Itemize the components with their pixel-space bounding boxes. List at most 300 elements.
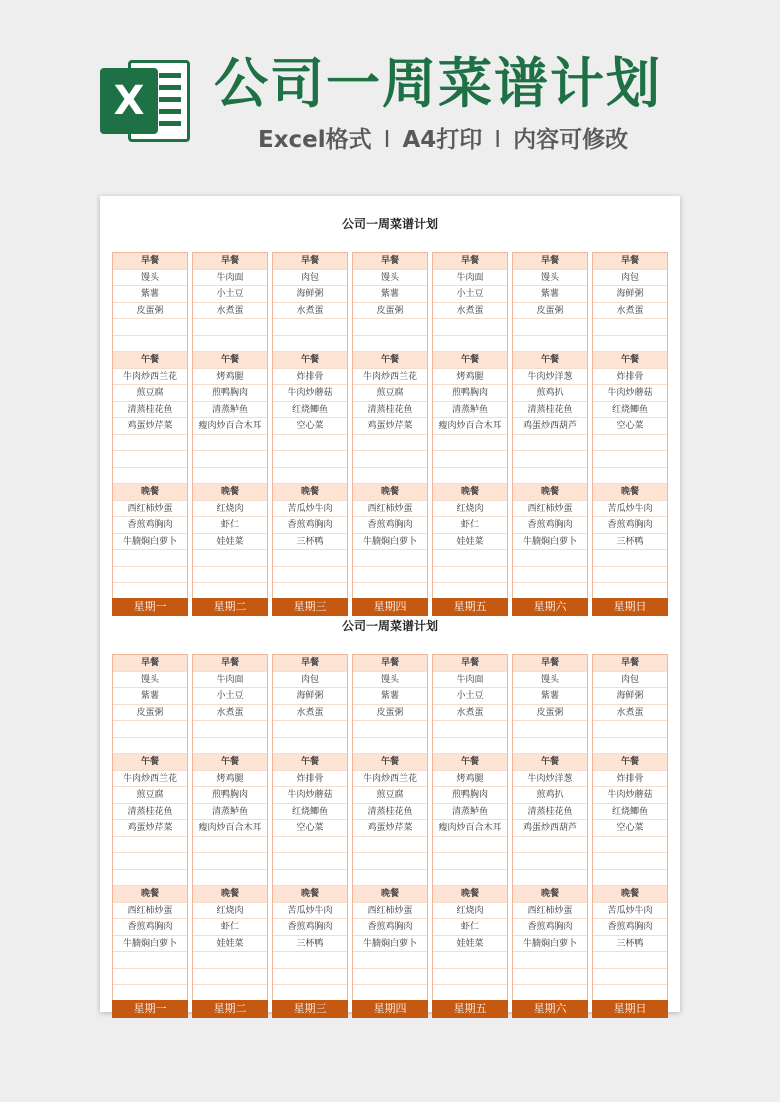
meal-header: 晚餐	[433, 484, 507, 501]
weekday-label: 星期一	[112, 598, 188, 616]
empty-row	[433, 451, 507, 468]
dish-item: 水煮蛋	[593, 705, 667, 722]
empty-row	[513, 952, 587, 969]
dish-item: 水煮蛋	[593, 303, 667, 320]
dish-item: 水煮蛋	[433, 303, 507, 320]
dish-item: 海鲜粥	[273, 286, 347, 303]
empty-row	[113, 336, 187, 353]
dish-item: 红烧鲫鱼	[273, 804, 347, 821]
dish-item: 馒头	[513, 270, 587, 287]
day-column	[432, 654, 508, 1018]
meal-header: 晚餐	[353, 484, 427, 501]
dish-item: 鸡蛋炒西葫芦	[513, 820, 587, 837]
dish-item: 水煮蛋	[193, 303, 267, 320]
meal-header: 晚餐	[593, 484, 667, 501]
dish-item: 清蒸鲈鱼	[193, 402, 267, 419]
dish-item: 香煎鸡胸肉	[273, 517, 347, 534]
day-column	[112, 252, 188, 616]
dish-item: 虾仁	[433, 517, 507, 534]
empty-row	[513, 336, 587, 353]
empty-row	[113, 870, 187, 887]
empty-row	[273, 853, 347, 870]
dish-item: 水煮蛋	[193, 705, 267, 722]
dish-item: 馒头	[113, 672, 187, 689]
dish-item: 肉包	[273, 672, 347, 689]
dish-item: 烤鸡腿	[433, 369, 507, 386]
empty-row	[353, 336, 427, 353]
dish-item: 虾仁	[193, 517, 267, 534]
dish-item: 牛肉炒西兰花	[113, 369, 187, 386]
dish-item: 炸排骨	[593, 771, 667, 788]
meal-header: 午餐	[593, 754, 667, 771]
dish-item: 西红柿炒蛋	[513, 501, 587, 518]
empty-row	[433, 870, 507, 887]
dish-item: 煎豆腐	[353, 787, 427, 804]
empty-row	[433, 969, 507, 986]
dish-item: 香煎鸡胸肉	[113, 517, 187, 534]
empty-row	[273, 336, 347, 353]
empty-row	[433, 837, 507, 854]
empty-row	[353, 319, 427, 336]
dish-item: 海鲜粥	[593, 688, 667, 705]
empty-row	[513, 468, 587, 485]
meal-header: 午餐	[273, 754, 347, 771]
weekday-label: 星期五	[432, 1000, 508, 1018]
dish-item: 空心菜	[593, 820, 667, 837]
dish-item: 空心菜	[273, 820, 347, 837]
dish-item: 皮蛋粥	[113, 705, 187, 722]
empty-row	[193, 550, 267, 567]
empty-row	[593, 451, 667, 468]
dish-item: 清蒸桂花鱼	[513, 402, 587, 419]
dish-item: 牛肉面	[193, 672, 267, 689]
empty-row	[513, 837, 587, 854]
dish-item: 牛肉炒蘑菇	[593, 385, 667, 402]
empty-row	[593, 468, 667, 485]
empty-row	[273, 319, 347, 336]
dish-item: 虾仁	[193, 919, 267, 936]
empty-row	[353, 567, 427, 584]
empty-row	[433, 336, 507, 353]
empty-row	[593, 721, 667, 738]
dish-item: 煎豆腐	[113, 385, 187, 402]
empty-row	[273, 738, 347, 755]
dish-item: 牛腩焖白萝卜	[353, 936, 427, 953]
meal-header: 午餐	[593, 352, 667, 369]
meal-header: 晚餐	[273, 484, 347, 501]
meal-header: 晚餐	[353, 886, 427, 903]
meal-header: 早餐	[593, 655, 667, 672]
empty-row	[353, 550, 427, 567]
empty-row	[593, 969, 667, 986]
empty-row	[353, 435, 427, 452]
meal-header: 早餐	[353, 655, 427, 672]
dish-item: 苦瓜炒牛肉	[273, 501, 347, 518]
meal-header: 早餐	[273, 253, 347, 270]
dish-item: 香煎鸡胸肉	[113, 919, 187, 936]
dish-item: 紫薯	[113, 688, 187, 705]
dish-item: 香煎鸡胸肉	[273, 919, 347, 936]
page-title: 公司一周菜谱计划	[214, 52, 662, 115]
dish-item: 鸡蛋炒芹菜	[113, 820, 187, 837]
dish-item: 红烧鲫鱼	[593, 402, 667, 419]
dish-item: 娃娃菜	[193, 534, 267, 551]
dish-item: 煎鸭胸肉	[433, 787, 507, 804]
empty-row	[113, 468, 187, 485]
dish-item: 香煎鸡胸肉	[593, 919, 667, 936]
empty-row	[513, 451, 587, 468]
empty-row	[433, 853, 507, 870]
day-column	[592, 252, 668, 616]
dish-item: 牛肉炒蘑菇	[593, 787, 667, 804]
dish-item: 鸡蛋炒芹菜	[353, 418, 427, 435]
meal-header: 午餐	[433, 754, 507, 771]
dish-item: 紫薯	[513, 286, 587, 303]
empty-row	[113, 319, 187, 336]
empty-row	[193, 567, 267, 584]
empty-row	[593, 435, 667, 452]
empty-row	[353, 969, 427, 986]
meal-header: 早餐	[513, 655, 587, 672]
empty-row	[193, 952, 267, 969]
empty-row	[193, 435, 267, 452]
weekday-label: 星期六	[512, 598, 588, 616]
dish-item: 牛腩焖白萝卜	[113, 534, 187, 551]
day-column	[112, 654, 188, 1018]
weekday-label: 星期日	[592, 598, 668, 616]
empty-row	[593, 870, 667, 887]
dish-item: 清蒸鲈鱼	[433, 804, 507, 821]
dish-item: 清蒸桂花鱼	[513, 804, 587, 821]
meal-header: 午餐	[273, 352, 347, 369]
subtitle-separator: I	[494, 127, 502, 153]
dish-item: 鸡蛋炒西葫芦	[513, 418, 587, 435]
weekday-label: 星期五	[432, 598, 508, 616]
empty-row	[513, 969, 587, 986]
dish-item: 牛肉面	[433, 672, 507, 689]
day-column	[192, 654, 268, 1018]
dish-item: 牛腩焖白萝卜	[353, 534, 427, 551]
weekday-label: 星期三	[272, 1000, 348, 1018]
dish-item: 烤鸡腿	[433, 771, 507, 788]
dish-item: 馒头	[353, 270, 427, 287]
dish-item: 三杯鸭	[593, 534, 667, 551]
empty-row	[433, 952, 507, 969]
empty-row	[113, 969, 187, 986]
dish-item: 牛肉炒西兰花	[353, 369, 427, 386]
empty-row	[273, 567, 347, 584]
empty-row	[513, 721, 587, 738]
dish-item: 煎鸭胸肉	[193, 787, 267, 804]
dish-item: 牛腩焖白萝卜	[113, 936, 187, 953]
dish-item: 牛肉炒洋葱	[513, 771, 587, 788]
empty-row	[513, 870, 587, 887]
dish-item: 煎鸭胸肉	[433, 385, 507, 402]
dish-item: 牛肉炒洋葱	[513, 369, 587, 386]
dish-item: 煎豆腐	[113, 787, 187, 804]
dish-item: 娃娃菜	[193, 936, 267, 953]
meal-header: 早餐	[113, 253, 187, 270]
dish-item: 牛肉面	[193, 270, 267, 287]
dish-item: 水煮蛋	[273, 303, 347, 320]
dish-item: 牛腩焖白萝卜	[513, 534, 587, 551]
empty-row	[433, 435, 507, 452]
dish-item: 煎鸡扒	[513, 385, 587, 402]
dish-item: 紫薯	[513, 688, 587, 705]
meal-header: 午餐	[193, 754, 267, 771]
empty-row	[113, 853, 187, 870]
empty-row	[353, 468, 427, 485]
meal-header: 晚餐	[593, 886, 667, 903]
dish-item: 空心菜	[273, 418, 347, 435]
dish-item: 清蒸桂花鱼	[113, 402, 187, 419]
weekday-label: 星期三	[272, 598, 348, 616]
empty-row	[353, 870, 427, 887]
dish-item: 馒头	[353, 672, 427, 689]
empty-row	[193, 468, 267, 485]
dish-item: 紫薯	[353, 688, 427, 705]
dish-item: 炸排骨	[273, 369, 347, 386]
dish-item: 炸排骨	[273, 771, 347, 788]
meal-header: 早餐	[433, 655, 507, 672]
meal-header: 午餐	[113, 754, 187, 771]
dish-item: 三杯鸭	[273, 534, 347, 551]
empty-row	[513, 435, 587, 452]
day-column	[192, 252, 268, 616]
dish-item: 清蒸桂花鱼	[113, 804, 187, 821]
empty-row	[193, 870, 267, 887]
dish-item: 香煎鸡胸肉	[513, 517, 587, 534]
dish-item: 水煮蛋	[433, 705, 507, 722]
empty-row	[273, 550, 347, 567]
meal-header: 早餐	[193, 655, 267, 672]
dish-item: 苦瓜炒牛肉	[593, 501, 667, 518]
empty-row	[353, 721, 427, 738]
empty-row	[593, 567, 667, 584]
dish-item: 小土豆	[193, 688, 267, 705]
empty-row	[193, 336, 267, 353]
dish-item: 煎鸭胸肉	[193, 385, 267, 402]
dish-item: 清蒸桂花鱼	[353, 804, 427, 821]
empty-row	[593, 319, 667, 336]
day-column	[272, 252, 348, 616]
empty-row	[433, 468, 507, 485]
dish-item: 苦瓜炒牛肉	[593, 903, 667, 920]
dish-item: 西红柿炒蛋	[113, 903, 187, 920]
meal-header: 午餐	[353, 754, 427, 771]
meal-header: 早餐	[513, 253, 587, 270]
empty-row	[273, 468, 347, 485]
dish-item: 香煎鸡胸肉	[353, 517, 427, 534]
meal-header: 午餐	[193, 352, 267, 369]
weekday-label: 星期一	[112, 1000, 188, 1018]
dish-item: 肉包	[593, 270, 667, 287]
dish-item: 清蒸桂花鱼	[353, 402, 427, 419]
dish-item: 烤鸡腿	[193, 369, 267, 386]
dish-item: 肉包	[273, 270, 347, 287]
dish-item: 瘦肉炒百合木耳	[193, 418, 267, 435]
dish-item: 皮蛋粥	[113, 303, 187, 320]
empty-row	[353, 952, 427, 969]
dish-item: 紫薯	[113, 286, 187, 303]
empty-row	[513, 738, 587, 755]
empty-row	[113, 738, 187, 755]
empty-row	[273, 837, 347, 854]
empty-row	[273, 451, 347, 468]
empty-row	[353, 853, 427, 870]
dish-item: 烤鸡腿	[193, 771, 267, 788]
meal-header: 午餐	[513, 754, 587, 771]
dish-item: 三杯鸭	[593, 936, 667, 953]
dish-item: 娃娃菜	[433, 534, 507, 551]
subtitle-format: Excel格式	[258, 127, 372, 153]
weekday-label: 星期二	[192, 1000, 268, 1018]
empty-row	[433, 319, 507, 336]
menu-table-1	[112, 212, 668, 612]
day-column	[352, 654, 428, 1018]
subtitle-separator: I	[383, 127, 391, 153]
empty-row	[593, 336, 667, 353]
empty-row	[113, 952, 187, 969]
dish-item: 牛肉面	[433, 270, 507, 287]
empty-row	[593, 853, 667, 870]
empty-row	[113, 721, 187, 738]
empty-row	[593, 738, 667, 755]
dish-item: 苦瓜炒牛肉	[273, 903, 347, 920]
meal-header: 早餐	[593, 253, 667, 270]
dish-item: 娃娃菜	[433, 936, 507, 953]
dish-item: 西红柿炒蛋	[353, 501, 427, 518]
empty-row	[513, 550, 587, 567]
empty-row	[193, 853, 267, 870]
empty-row	[433, 738, 507, 755]
empty-row	[193, 721, 267, 738]
empty-row	[193, 451, 267, 468]
dish-item: 紫薯	[353, 286, 427, 303]
meal-header: 晚餐	[113, 886, 187, 903]
empty-row	[513, 567, 587, 584]
day-column	[432, 252, 508, 616]
meal-header: 早餐	[113, 655, 187, 672]
dish-item: 皮蛋粥	[353, 705, 427, 722]
dish-item: 清蒸鲈鱼	[433, 402, 507, 419]
dish-item: 红烧肉	[433, 903, 507, 920]
dish-item: 海鲜粥	[273, 688, 347, 705]
meal-header: 早餐	[353, 253, 427, 270]
meal-header: 晚餐	[113, 484, 187, 501]
empty-row	[113, 435, 187, 452]
meal-header: 晚餐	[513, 484, 587, 501]
dish-item: 小土豆	[193, 286, 267, 303]
meal-header: 午餐	[113, 352, 187, 369]
meal-header: 早餐	[273, 655, 347, 672]
weekday-label: 星期六	[512, 1000, 588, 1018]
empty-row	[193, 319, 267, 336]
empty-row	[113, 567, 187, 584]
empty-row	[193, 969, 267, 986]
dish-item: 煎鸡扒	[513, 787, 587, 804]
empty-row	[513, 319, 587, 336]
empty-row	[113, 837, 187, 854]
dish-item: 香煎鸡胸肉	[353, 919, 427, 936]
empty-row	[353, 738, 427, 755]
dish-item: 牛腩焖白萝卜	[513, 936, 587, 953]
meal-header: 早餐	[193, 253, 267, 270]
empty-row	[273, 721, 347, 738]
banner	[0, 0, 780, 190]
empty-row	[113, 550, 187, 567]
dish-item: 馒头	[113, 270, 187, 287]
dish-item: 红烧肉	[433, 501, 507, 518]
empty-row	[593, 550, 667, 567]
empty-row	[353, 837, 427, 854]
table-title: 公司一周菜谱计划	[341, 217, 438, 231]
dish-item: 水煮蛋	[273, 705, 347, 722]
subtitle-editable: 内容可修改	[513, 127, 629, 153]
menu-table-2	[112, 614, 668, 1014]
empty-row	[113, 451, 187, 468]
meal-header: 午餐	[433, 352, 507, 369]
dish-item: 西红柿炒蛋	[113, 501, 187, 518]
meal-header: 晚餐	[513, 886, 587, 903]
empty-row	[593, 952, 667, 969]
empty-row	[353, 451, 427, 468]
dish-item: 牛肉炒西兰花	[353, 771, 427, 788]
day-column	[512, 654, 588, 1018]
subtitle	[258, 122, 678, 158]
empty-row	[433, 550, 507, 567]
day-column	[352, 252, 428, 616]
dish-item: 煎豆腐	[353, 385, 427, 402]
dish-item: 瘦肉炒百合木耳	[193, 820, 267, 837]
dish-item: 虾仁	[433, 919, 507, 936]
dish-item: 瘦肉炒百合木耳	[433, 418, 507, 435]
weekday-label: 星期日	[592, 1000, 668, 1018]
dish-item: 牛肉炒蘑菇	[273, 385, 347, 402]
day-column	[272, 654, 348, 1018]
empty-row	[433, 567, 507, 584]
dish-item: 红烧鲫鱼	[273, 402, 347, 419]
meal-header: 晚餐	[433, 886, 507, 903]
dish-item: 肉包	[593, 672, 667, 689]
meal-header: 晚餐	[193, 886, 267, 903]
dish-item: 小土豆	[433, 286, 507, 303]
empty-row	[273, 435, 347, 452]
dish-item: 鸡蛋炒芹菜	[113, 418, 187, 435]
empty-row	[433, 721, 507, 738]
dish-item: 牛肉炒蘑菇	[273, 787, 347, 804]
meal-header: 晚餐	[273, 886, 347, 903]
day-column	[592, 654, 668, 1018]
empty-row	[273, 952, 347, 969]
weekday-label: 星期四	[352, 1000, 428, 1018]
document-page	[100, 196, 680, 1015]
empty-row	[273, 969, 347, 986]
dish-item: 清蒸鲈鱼	[193, 804, 267, 821]
empty-row	[193, 738, 267, 755]
empty-row	[193, 837, 267, 854]
dish-item: 皮蛋粥	[353, 303, 427, 320]
dish-item: 皮蛋粥	[513, 705, 587, 722]
empty-row	[273, 870, 347, 887]
logo-letter: X	[100, 68, 158, 134]
meal-header: 午餐	[513, 352, 587, 369]
meal-header: 早餐	[433, 253, 507, 270]
dish-item: 瘦肉炒百合木耳	[433, 820, 507, 837]
dish-item: 红烧肉	[193, 903, 267, 920]
meal-header: 午餐	[353, 352, 427, 369]
weekday-label: 星期二	[192, 598, 268, 616]
